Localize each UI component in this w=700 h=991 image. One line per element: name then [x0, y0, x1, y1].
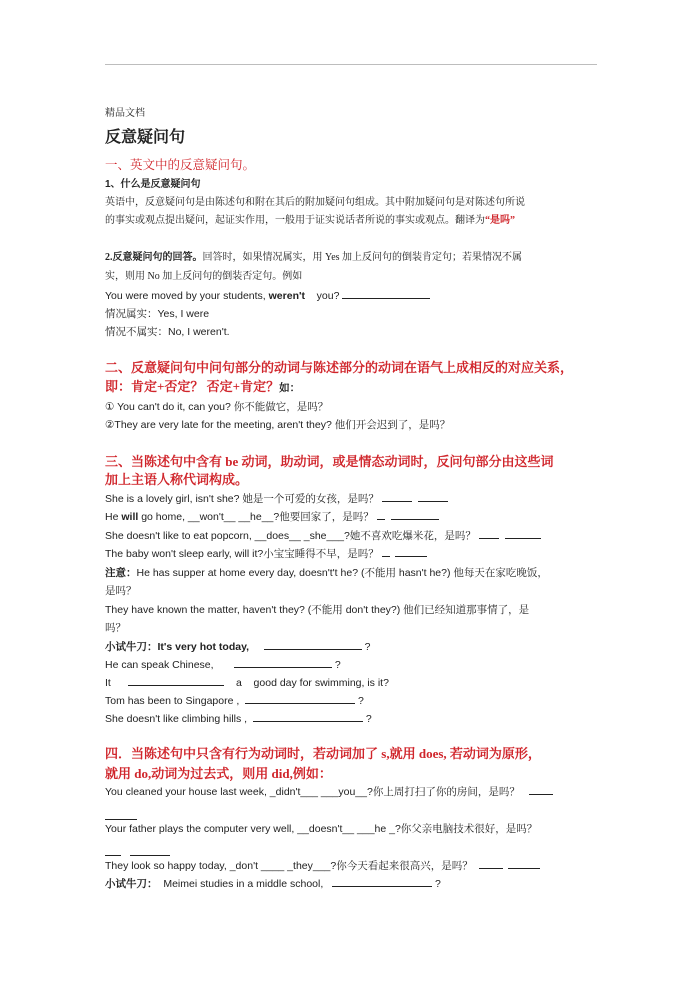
note-line-4: 吗？ — [105, 622, 126, 634]
section-3-example-4: The baby won't sleep early, will it?小宝宝睡得不早，是吗？ — [105, 547, 427, 561]
note-line-2: 是吗？ — [105, 585, 137, 597]
section-3-example-1: She is a lovely girl, isn't she? 她是一个可爱的女孩，是吗？ — [105, 492, 448, 506]
test-item-1: 小试牛刀：It's very hot today, ? — [105, 641, 371, 653]
answer-blank — [342, 289, 430, 299]
section-2-heading-line-2: 即：肯定+否定？ 否定+肯定？如： — [105, 379, 301, 394]
section-2-example-2: ②They are very late for the meeting, aren't they? 他们开会迟到了，是吗？ — [105, 419, 451, 431]
q2-text-line-1: 2.反意疑问句的回答。回答时，如果情况属实，用 Yes 加上反问句的倒装肯定句；若果情况不属 — [105, 252, 523, 263]
test-item-2: He can speak Chinese, ? — [105, 659, 341, 671]
example-3: 情况不属实：No, I weren't. — [105, 326, 230, 338]
section-2-heading-line-1: 二、反意疑问句中问句部分的动词与陈述部分的动词在语气上成相反的对应关系， — [105, 360, 574, 375]
note-line-1: 注意：He has supper at home every day, doesn't't he? (不能用 hasn't he?) 他每天在家吃晚饭， — [105, 567, 548, 579]
note-line-3: They have known the matter, haven't they? (不能用 don't they?) 他们已经知道那事情了，是 — [105, 604, 530, 616]
section-4-example-3: They look so happy today, _don't ____ _they___?你今天看起来很高兴，是吗？ — [105, 859, 540, 873]
doc-label: 精品文档 — [105, 108, 145, 119]
q1-text-line-1: 英语中，反意疑问句是由陈述句和附在其后的附加疑问句组成。其中附加疑问句是对陈述句所说 — [105, 197, 525, 208]
section-1-heading: 一、英文中的反意疑问句。 — [105, 158, 256, 172]
section-3-example-2: He will go home, __won't__ __he__?他要回家了，是吗？ — [105, 510, 439, 524]
section-3-heading-line-1: 三、当陈述句中含有 be 动词，助动词，或是情态动词时，反问句部分由这些词 — [105, 454, 554, 469]
section-4-example-2: Your father plays the computer very well, __doesn't__ ___he _?你父亲电脑技术很好，是吗？ — [105, 823, 538, 835]
q1-heading: 1、什么是反意疑问句 — [105, 179, 201, 190]
section-2-example-1: ① You can't do it, can you? 你不能做它，是吗？ — [105, 401, 329, 413]
section-4-example-1: You cleaned your house last week, _didn't___ ___you__?你上周打扫了你的房间，是吗？ — [105, 785, 553, 799]
test-item-4: Tom has been to Singapore , ? — [105, 695, 364, 707]
test-item-5: She doesn't like climbing hills , ? — [105, 713, 372, 725]
section-3-example-3: She doesn't like to eat popcorn, __does__ _she___?她不喜欢吃爆米花，是吗？ — [105, 529, 541, 543]
page-title: 反意疑问句 — [105, 129, 186, 146]
section-4-heading-line-1: 四．当陈述句中只含有行为动词时，若动词加了 s,就用 does, 若动词为原形， — [105, 746, 541, 761]
example-2: 情况属实：Yes, I were — [105, 308, 210, 320]
example-1: You were moved by your students, weren't you? — [105, 289, 430, 303]
section-4-test-item: 小试牛刀： Meimei studies in a middle school, ? — [105, 878, 441, 890]
section-4-heading-line-2: 就用 do,动词为过去式，则用 did,例如： — [105, 766, 332, 781]
header-rule — [105, 64, 597, 65]
q2-text-line-2: 实，则用 No 加上反问句的倒装否定句。例如 — [105, 271, 303, 282]
q1-text-line-2: 的事实或观点提出疑问，起证实作用，一般用于证实说话者所说的事实或观点。翻译为“是吗” — [105, 215, 515, 226]
section-3-heading-line-2: 加上主语人称代词构成。 — [105, 472, 249, 487]
test-item-3: It a good day for swimming, is it? — [105, 677, 389, 689]
